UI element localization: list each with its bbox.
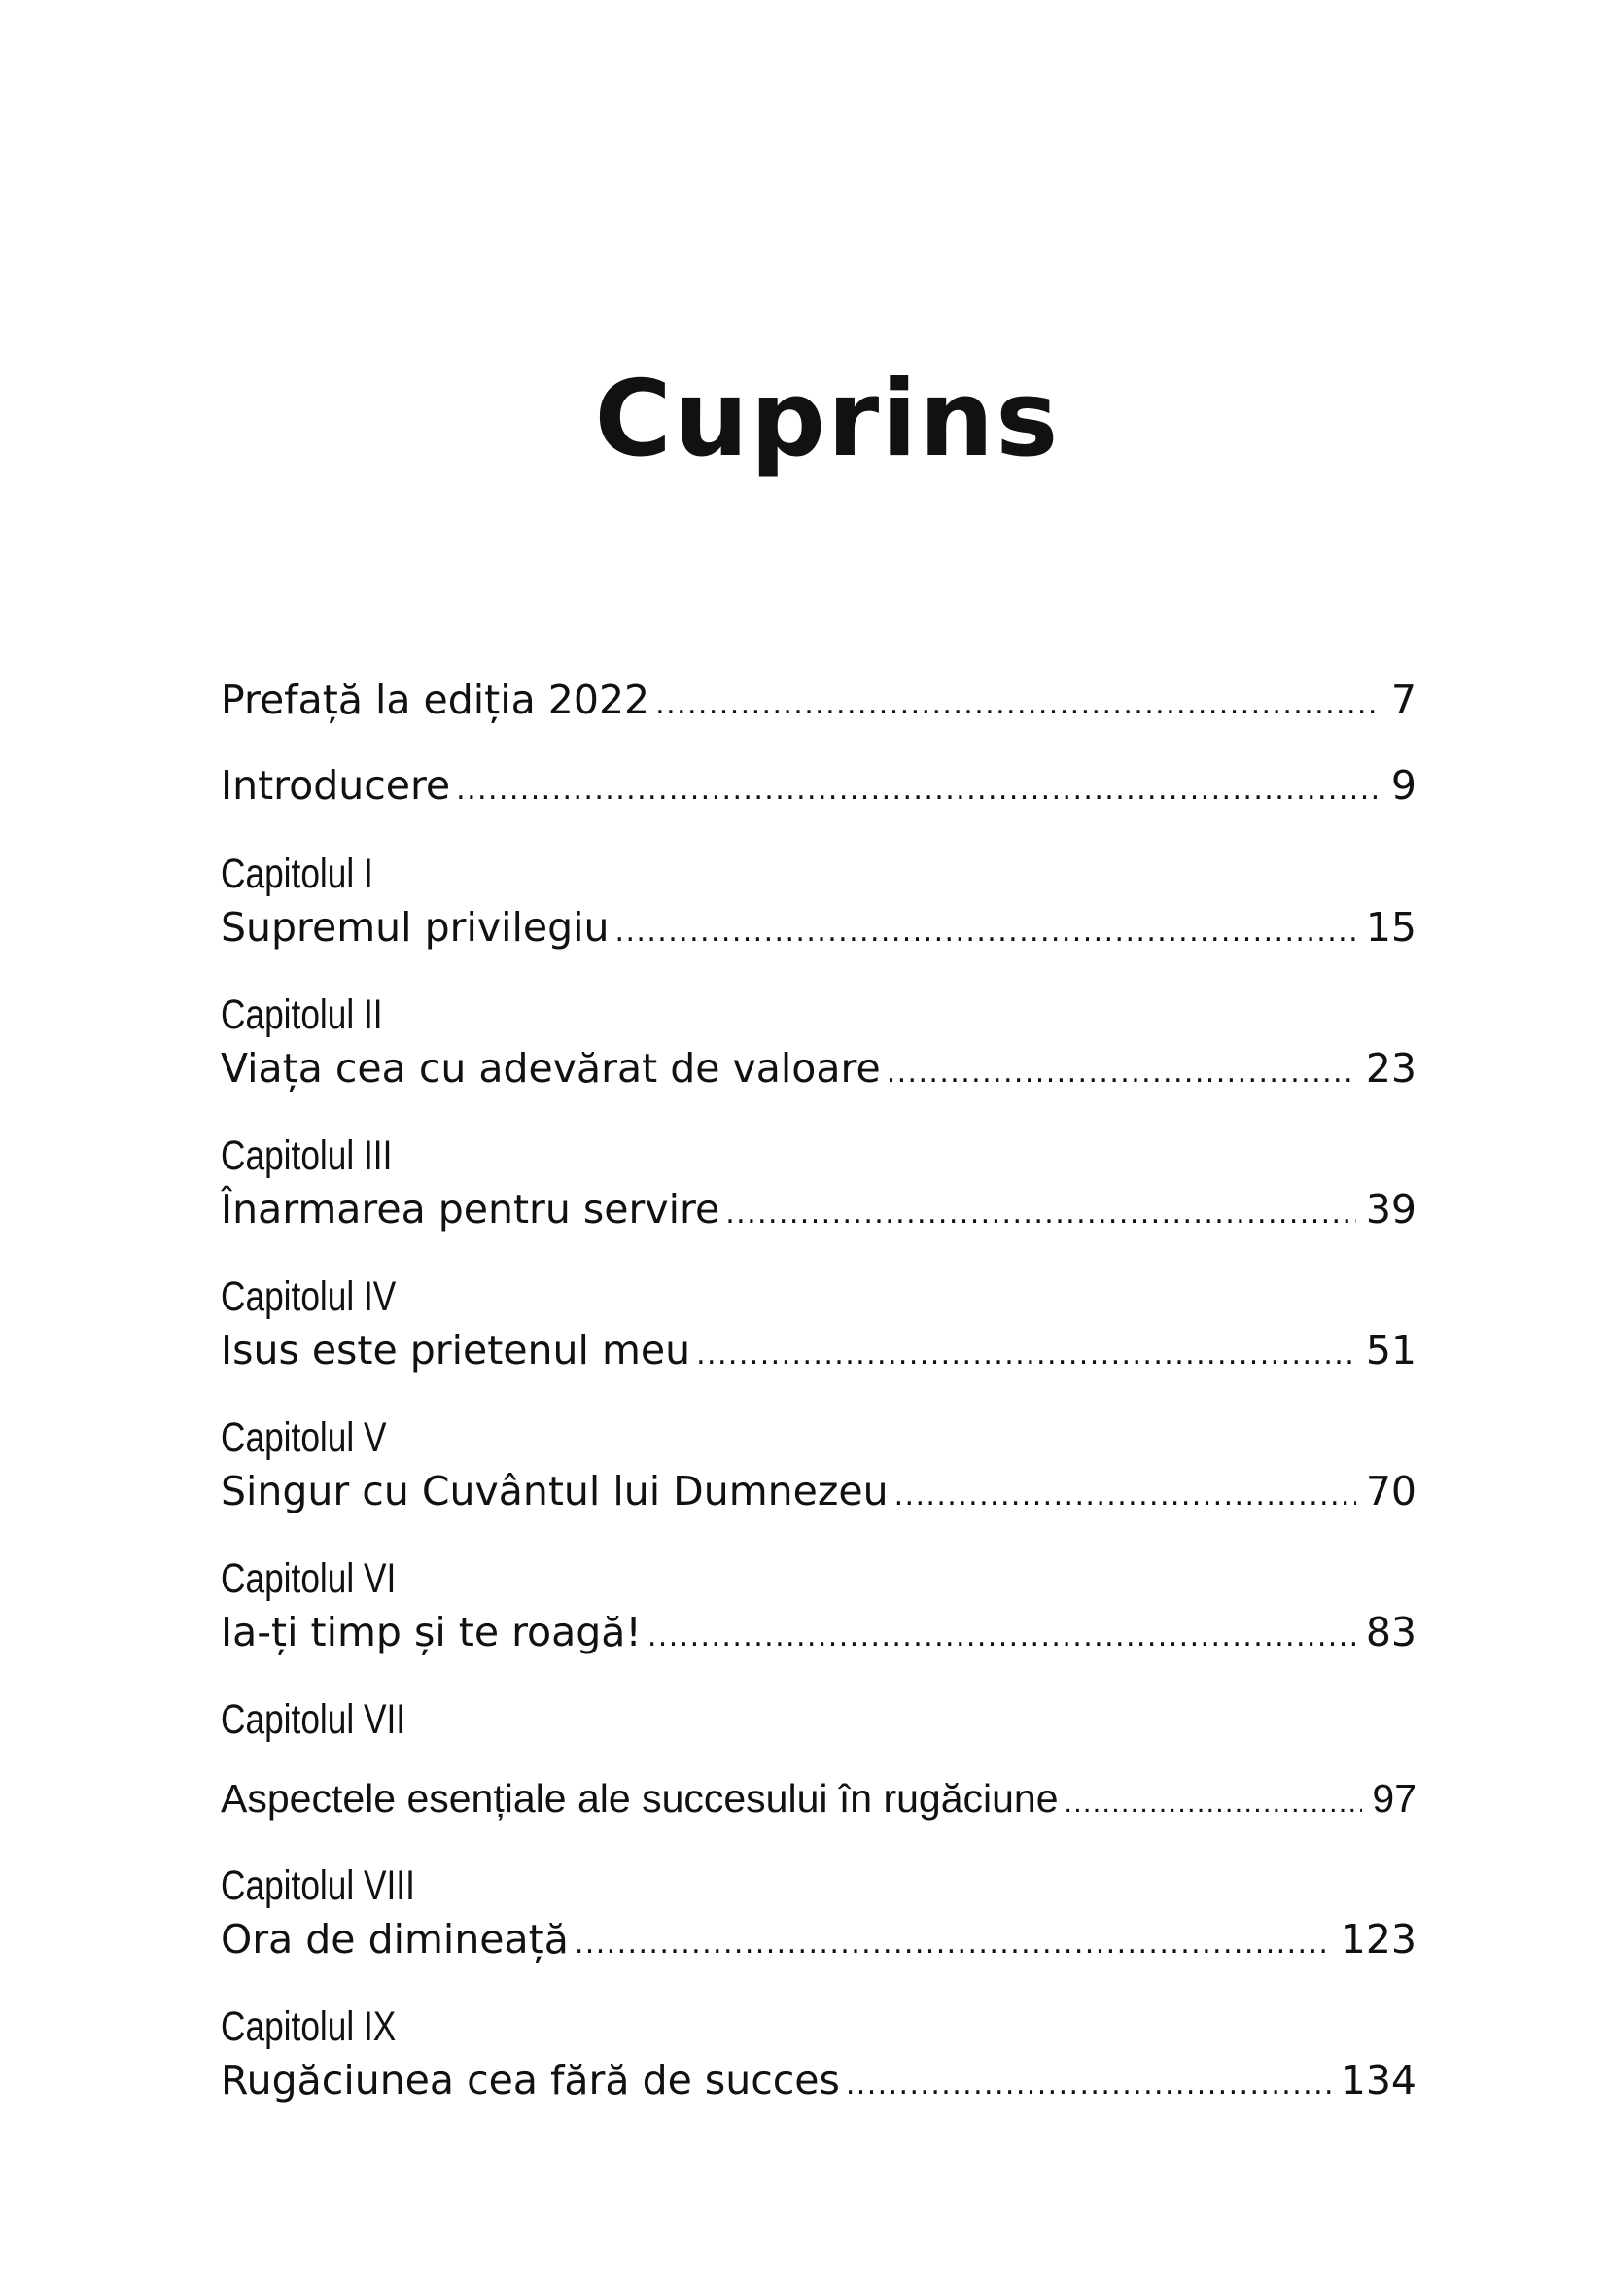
- entry-title: Ora de dimineață: [221, 1916, 569, 1963]
- toc-entry-line: [221, 900, 1416, 955]
- page-number: 97: [1372, 1776, 1416, 1821]
- dot-leader: [575, 1917, 1331, 1971]
- chapter-label: Capitolul IX: [221, 2003, 397, 2050]
- page-number: 7: [1390, 677, 1416, 723]
- dot-leader: [456, 763, 1381, 818]
- dot-leader: [655, 678, 1381, 732]
- page-number: 134: [1340, 2057, 1416, 2104]
- toc-entry-line: [221, 1323, 1416, 1377]
- chapter-label: Capitolul VIII: [221, 1862, 415, 1909]
- page-title: Cuprins: [594, 359, 1061, 480]
- entry-title: Ia-ți timp și te roagă!: [221, 1609, 642, 1655]
- toc-entry-line: [221, 2053, 1416, 2107]
- entry-title: Introducere: [221, 762, 451, 809]
- page-number: 123: [1340, 1916, 1416, 1963]
- entry-title: Viața cea cu adevărat de valoare: [221, 1045, 881, 1092]
- toc-entry-line: [221, 1182, 1416, 1236]
- page-number: 83: [1365, 1609, 1416, 1655]
- entry-title: Prefață la ediția 2022: [221, 677, 650, 723]
- toc-entry-line: [221, 1464, 1416, 1518]
- chapter-label: Capitolul I: [221, 851, 373, 897]
- dot-leader: [696, 1328, 1356, 1382]
- chapter-label: Capitolul III: [221, 1132, 393, 1179]
- toc-entry-line: [221, 1041, 1416, 1096]
- entry-title: Rugăciunea cea fără de succes: [221, 2057, 840, 2104]
- entry-title: Isus este prietenul meu: [221, 1327, 691, 1374]
- dot-leader: [894, 1469, 1356, 1523]
- chapter-label: Capitolul V: [221, 1414, 387, 1461]
- toc-entry-line: [221, 1605, 1416, 1659]
- page-number: 39: [1365, 1186, 1416, 1233]
- dot-leader: [647, 1610, 1356, 1664]
- entry-title: Singur cu Cuvântul lui Dumnezeu: [221, 1468, 889, 1514]
- chapter-label: Capitolul II: [221, 991, 383, 1038]
- toc-entry-line: [221, 758, 1416, 813]
- toc-entry-line: [221, 1771, 1416, 1826]
- page-number: 51: [1365, 1327, 1416, 1374]
- page-number: 9: [1390, 762, 1416, 809]
- page-number: 23: [1365, 1045, 1416, 1092]
- dot-leader: [846, 2058, 1331, 2112]
- entry-title: Supremul privilegiu: [221, 904, 610, 951]
- dot-leader: [615, 905, 1356, 959]
- entry-title: Aspectele esențiale ale succesului în rugăciune: [221, 1776, 1059, 1821]
- page-number: 70: [1365, 1468, 1416, 1514]
- toc-entry-line: [221, 673, 1416, 727]
- entry-title: Înarmarea pentru servire: [221, 1186, 720, 1233]
- chapter-label: Capitolul IV: [221, 1273, 397, 1320]
- page-number: 15: [1365, 904, 1416, 951]
- dot-leader: [725, 1187, 1356, 1241]
- chapter-label: Capitolul VI: [221, 1555, 397, 1602]
- toc-entry-line: [221, 1912, 1416, 1966]
- chapter-label: Capitolul VII: [221, 1696, 406, 1743]
- dot-leader: [887, 1046, 1356, 1100]
- dot-leader: [1065, 1776, 1363, 1830]
